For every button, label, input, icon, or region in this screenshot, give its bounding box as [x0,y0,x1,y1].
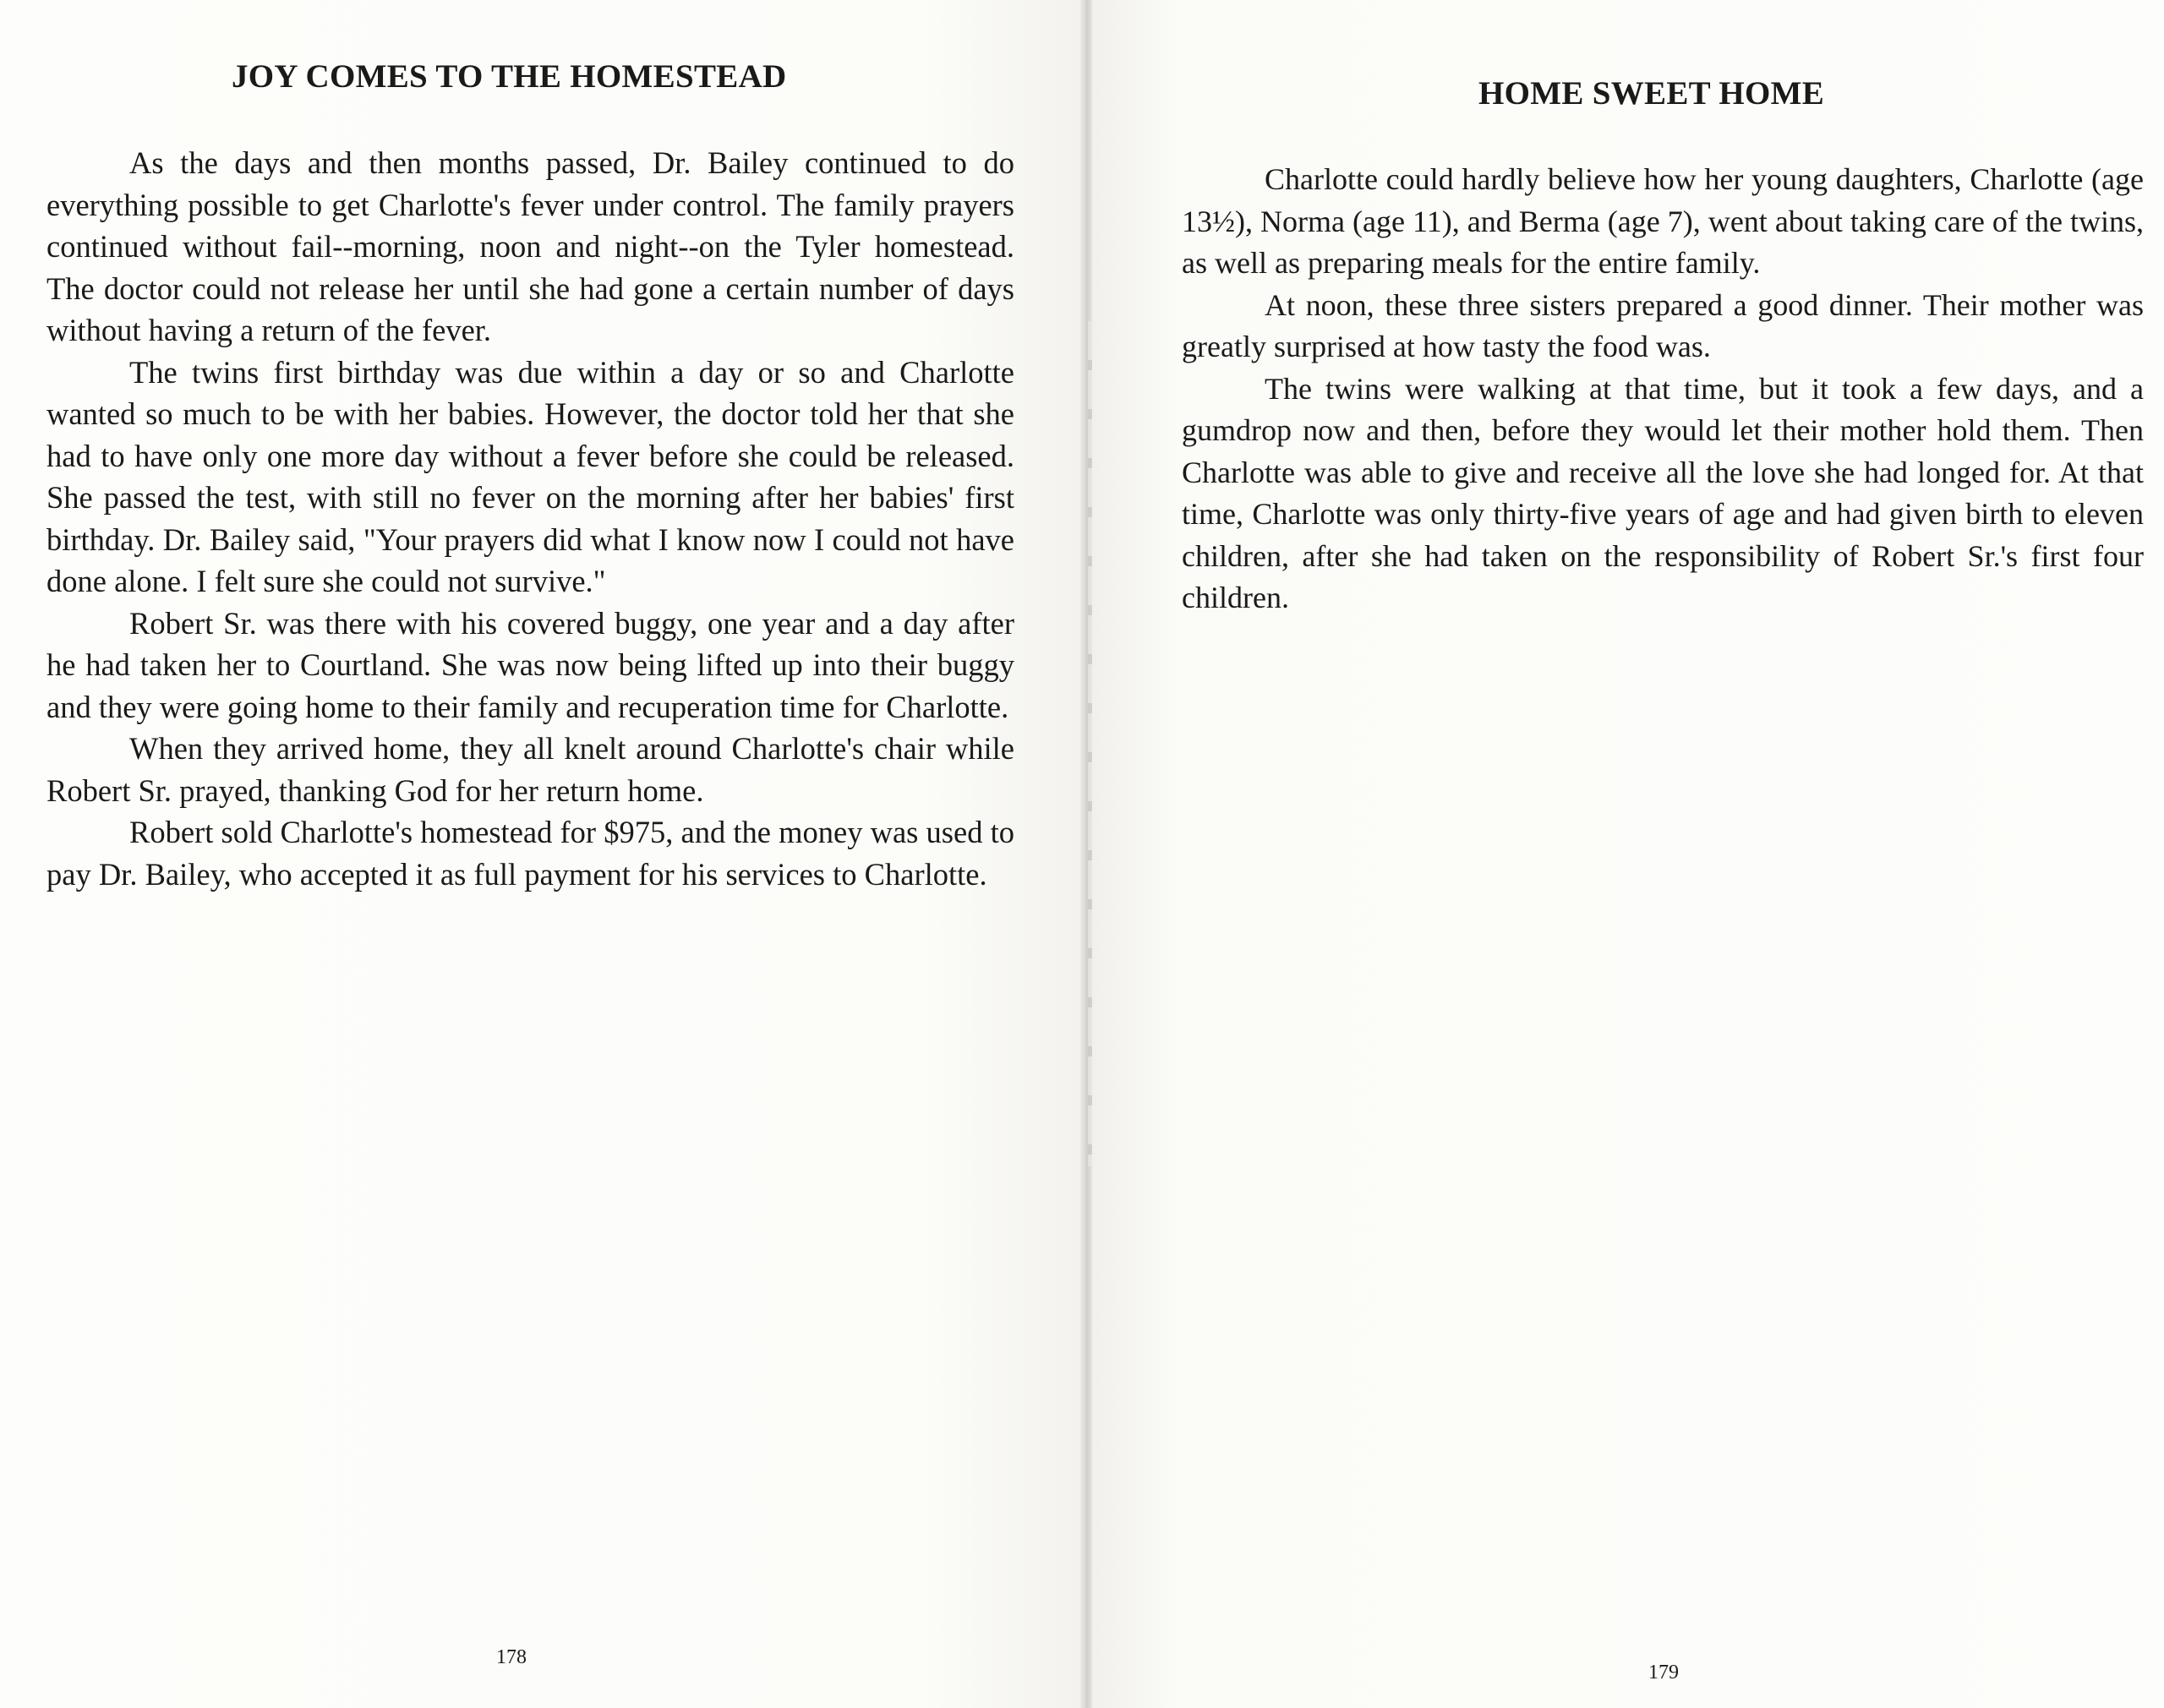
left-page [0,0,1080,1708]
right-page-title: HOME SWEET HOME [1478,75,1825,112]
paragraph: Charlotte could hardly believe how her young daughters, Charlotte (age 13½), Norma (age 11), and Berma (age 7), went about taking care of the twins, as well as preparing meals for the entire family. [1182,162,2144,280]
right-page-body [1182,159,2144,619]
paragraph: The twins first birthday was due within a day or so and Charlotte wanted so much to be with her babies. However, the doctor told her that she had to have only one more day without a fever before she could be released. She passed the test, with still no fever on the morning after her babies' first birthday. Dr. Bailey said, "Your prayers did what I know now I could not have done alone. I felt sure she could not survive." [46,354,1014,598]
right-page [1092,0,2164,1708]
left-page-number: 178 [496,1646,527,1668]
paragraph: The twins were walking at that time, but it took a few days, and a gumdrop now and then, before they would let their mother hold them. Then Charlotte was able to give and receive all the love she had longed for. At that time, Charlotte was only thirty-five years of age and had given birth to eleven children, after she had taken on the responsibility of Robert Sr.'s first four children. [1182,371,2144,614]
left-page-body [46,142,1014,895]
left-page-title: JOY COMES TO THE HOMESTEAD [232,58,787,95]
paragraph: Robert Sr. was there with his covered buggy, one year and a day after he had taken her to Courtland. She was now being lifted up into their buggy and they were going home to their family and recuperation time for Charlotte. [46,605,1014,724]
paragraph: Robert sold Charlotte's homestead for $975, and the money was used to pay Dr. Bailey, who accepted it as full payment for his services to Charlotte. [46,815,1014,892]
right-page-number: 179 [1648,1662,1679,1683]
paragraph: When they arrived home, they all knelt around Charlotte's chair while Robert Sr. prayed, thanking God for her return home. [46,731,1014,808]
paragraph: At noon, these three sisters prepared a good dinner. Their mother was greatly surprised at how tasty the food was. [1182,287,2144,363]
paragraph: As the days and then months passed, Dr. Bailey continued to do everything possible to get Charlotte's fever under control. The family prayers continued without fail--morning, noon and night--on the Tyler homestead. The doctor could not release her until she had gone a certain number of days without having a return of the fever. [46,145,1014,347]
